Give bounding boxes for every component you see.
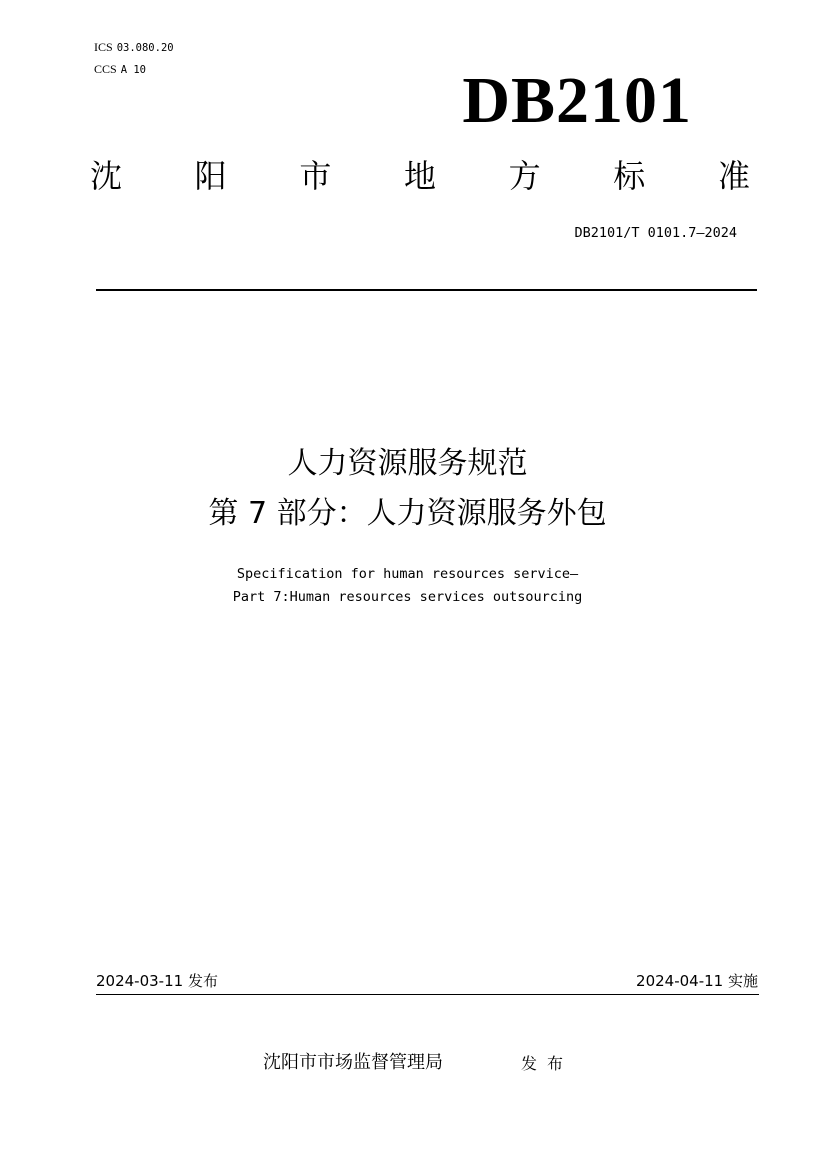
issue-date: 2024-03-11 发布 bbox=[96, 972, 218, 990]
standard-type-char: 准 bbox=[717, 157, 750, 195]
issuing-authority: 沈阳市市场监督管理局 bbox=[263, 1052, 443, 1073]
implementation-date: 2024-04-11 实施 bbox=[636, 972, 758, 990]
top-divider bbox=[96, 289, 757, 291]
title-english-part: Part 7:Human resources services outsourcing bbox=[232, 589, 583, 605]
title-chinese-part: 第 7 部分：人力资源服务外包 bbox=[208, 496, 607, 531]
standard-type-title bbox=[90, 154, 750, 198]
issue-action: 发布 bbox=[521, 1054, 574, 1073]
standard-type-char: 市 bbox=[299, 157, 332, 195]
standard-number: DB2101/T 0101.7—2024 bbox=[574, 225, 737, 241]
standard-type-char: 方 bbox=[508, 157, 541, 195]
ics-classification bbox=[94, 40, 174, 55]
ics-label: ICS bbox=[94, 40, 113, 54]
ccs-value: A 10 bbox=[120, 64, 146, 76]
standard-type-char: 沈 bbox=[90, 157, 123, 195]
standard-code: DB2101 bbox=[462, 64, 692, 137]
title-english-main: Specification for human resources service— bbox=[236, 566, 579, 582]
ccs-label: CCS bbox=[94, 62, 117, 76]
bottom-divider bbox=[96, 994, 759, 995]
title-chinese-main: 人力资源服务规范 bbox=[287, 446, 528, 481]
ccs-classification bbox=[94, 62, 146, 77]
standard-type-char: 阳 bbox=[194, 157, 227, 195]
standard-type-char: 地 bbox=[403, 157, 436, 195]
ics-value: 03.080.20 bbox=[116, 42, 174, 54]
standard-type-char: 标 bbox=[613, 157, 646, 195]
